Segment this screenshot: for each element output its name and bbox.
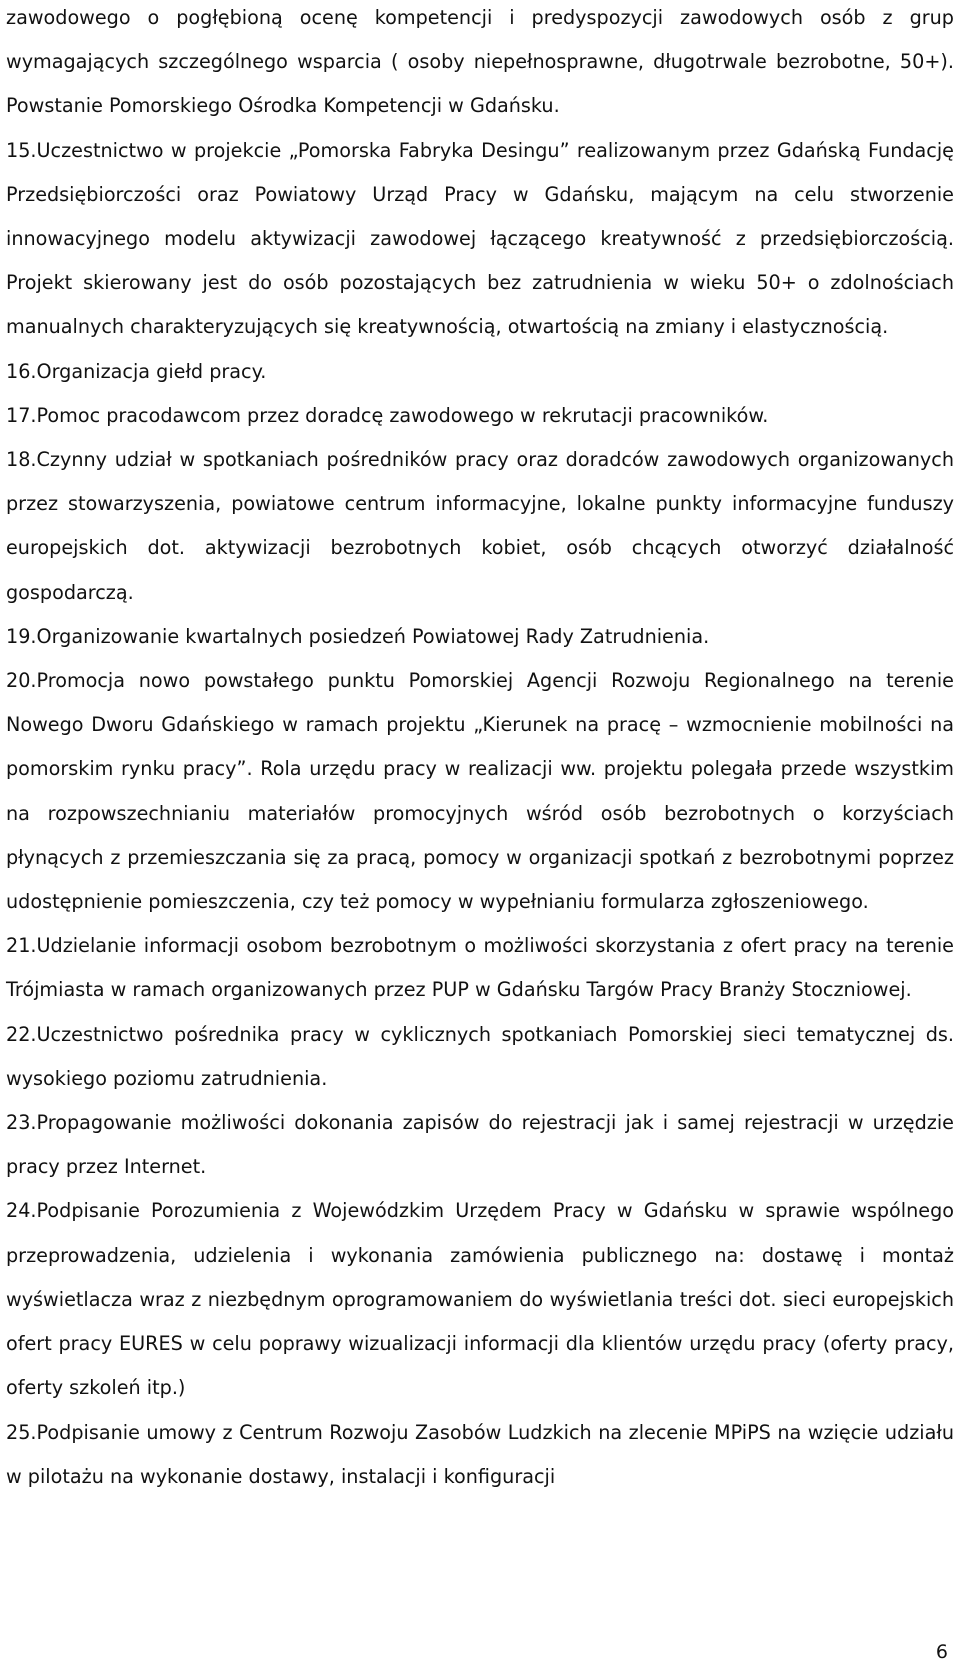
item-number: 15. <box>6 138 37 162</box>
list-item-25 <box>6 1411 954 1499</box>
item-text: Promocja nowo powstałego punktu Pomorskiej Agencji Rozwoju Regionalnego na terenie Nowego Dworu Gdańskiego w ramach projektu „Kierunek na pracę – wzmocnienie mobilności na pomorskim rynku pracy”. Rola urzędu pracy w realizacji ww. projektu polegała przede wszystkim na rozpowszechnianiu materiałów promocyjnych wśród osób bezrobotnych o korzyściach płynących z przemieszczania się za pracą, pomocy w organizacji spotkań z bezrobotnymi poprzez udostępnienie pomieszczenia, czy też pomocy w wypełnianiu formularza zgłoszeniowego. <box>6 669 954 914</box>
list-item-15 <box>6 129 954 350</box>
item-text: Organizowanie kwartalnych posiedzeń Powiatowej Rady Zatrudnienia. <box>36 624 710 648</box>
list-item-17 <box>6 394 954 438</box>
document-body <box>6 0 954 1499</box>
item-text: Organizacja giełd pracy. <box>36 359 267 383</box>
list-item-24 <box>6 1189 954 1410</box>
list-item-23 <box>6 1101 954 1189</box>
item-number: 17. <box>6 403 37 427</box>
item-number: 22. <box>6 1022 37 1046</box>
item-number: 25. <box>6 1420 37 1444</box>
item-number: 23. <box>6 1111 37 1135</box>
list-item-22 <box>6 1013 954 1101</box>
item-number: 20. <box>6 669 37 693</box>
item-text: Propagowanie możliwości dokonania zapisów do rejestracji jak i samej rejestracji w urzędzie pracy przez Internet. <box>6 1111 954 1179</box>
item-text: Czynny udział w spotkaniach pośredników pracy oraz doradców zawodowych organizowanych przez stowarzyszenia, powiatowe centrum informacyjne, lokalne punkty informacyjne funduszy europejskich dot. aktywizacji bezrobotnych kobiet, osób chcących otworzyć działalność gospodarczą. <box>6 448 954 604</box>
page-number: 6 <box>935 1641 948 1663</box>
item-text: Podpisanie Porozumienia z Wojewódzkim Urzędem Pracy w Gdańsku w sprawie wspólnego przeprowadzenia, udzielenia i wykonania zamówienia publicznego na: dostawę i montaż wyświetlacza wraz z niezbędnym oprogramowaniem do wyświetlania treści dot. sieci europejskich ofert pracy EURES w celu poprawy wizualizacji informacji dla klientów urzędu pracy (oferty pracy, oferty szkoleń itp.) <box>6 1199 954 1400</box>
item-number: 19. <box>6 624 37 648</box>
intro-paragraph: zawodowego o pogłębioną ocenę kompetencji i predyspozycji zawodowych osób z grup wymagających szczególnego wsparcia ( osoby niepełnosprawne, długotrwale bezrobotne, 50+). Powstanie Pomorskiego Ośrodka Kompetencji w Gdańsku. <box>6 6 954 118</box>
list-item-18 <box>6 438 954 615</box>
list-item-16 <box>6 350 954 394</box>
list-item-20 <box>6 659 954 924</box>
item-text: Udzielanie informacji osobom bezrobotnym o możliwości skorzystania z ofert pracy na terenie Trójmiasta w ramach organizowanych przez PUP w Gdańsku Targów Pracy Branży Stoczniowej. <box>6 934 954 1002</box>
item-text: Uczestnictwo pośrednika pracy w cyklicznych spotkaniach Pomorskiej sieci tematycznej ds. wysokiego poziomu zatrudnienia. <box>6 1022 954 1090</box>
item-number: 24. <box>6 1199 37 1223</box>
list-item-21 <box>6 924 954 1012</box>
item-number: 18. <box>6 448 37 472</box>
item-number: 16. <box>6 359 37 383</box>
item-number: 21. <box>6 934 37 958</box>
item-text: Uczestnictwo w projekcie „Pomorska Fabryka Desingu” realizowanym przez Gdańską Fundację Przedsiębiorczości oraz Powiatowy Urząd Pracy w Gdańsku, mającym na celu stworzenie innowacyjnego modelu aktywizacji zawodowej łączącego kreatywność z przedsiębiorczością. Projekt skierowany jest do osób pozostających bez zatrudnienia w wieku 50+ o zdolnościach manualnych charakteryzujących się kreatywnością, otwartością na zmiany i elastycznością. <box>6 138 954 339</box>
item-text: Podpisanie umowy z Centrum Rozwoju Zasobów Ludzkich na zlecenie MPiPS na wzięcie udziału w pilotażu na wykonanie dostawy, instalacji i konfiguracji <box>6 1420 954 1488</box>
list-item-19 <box>6 615 954 659</box>
item-text: Pomoc pracodawcom przez doradcę zawodowego w rekrutacji pracowników. <box>36 403 769 427</box>
